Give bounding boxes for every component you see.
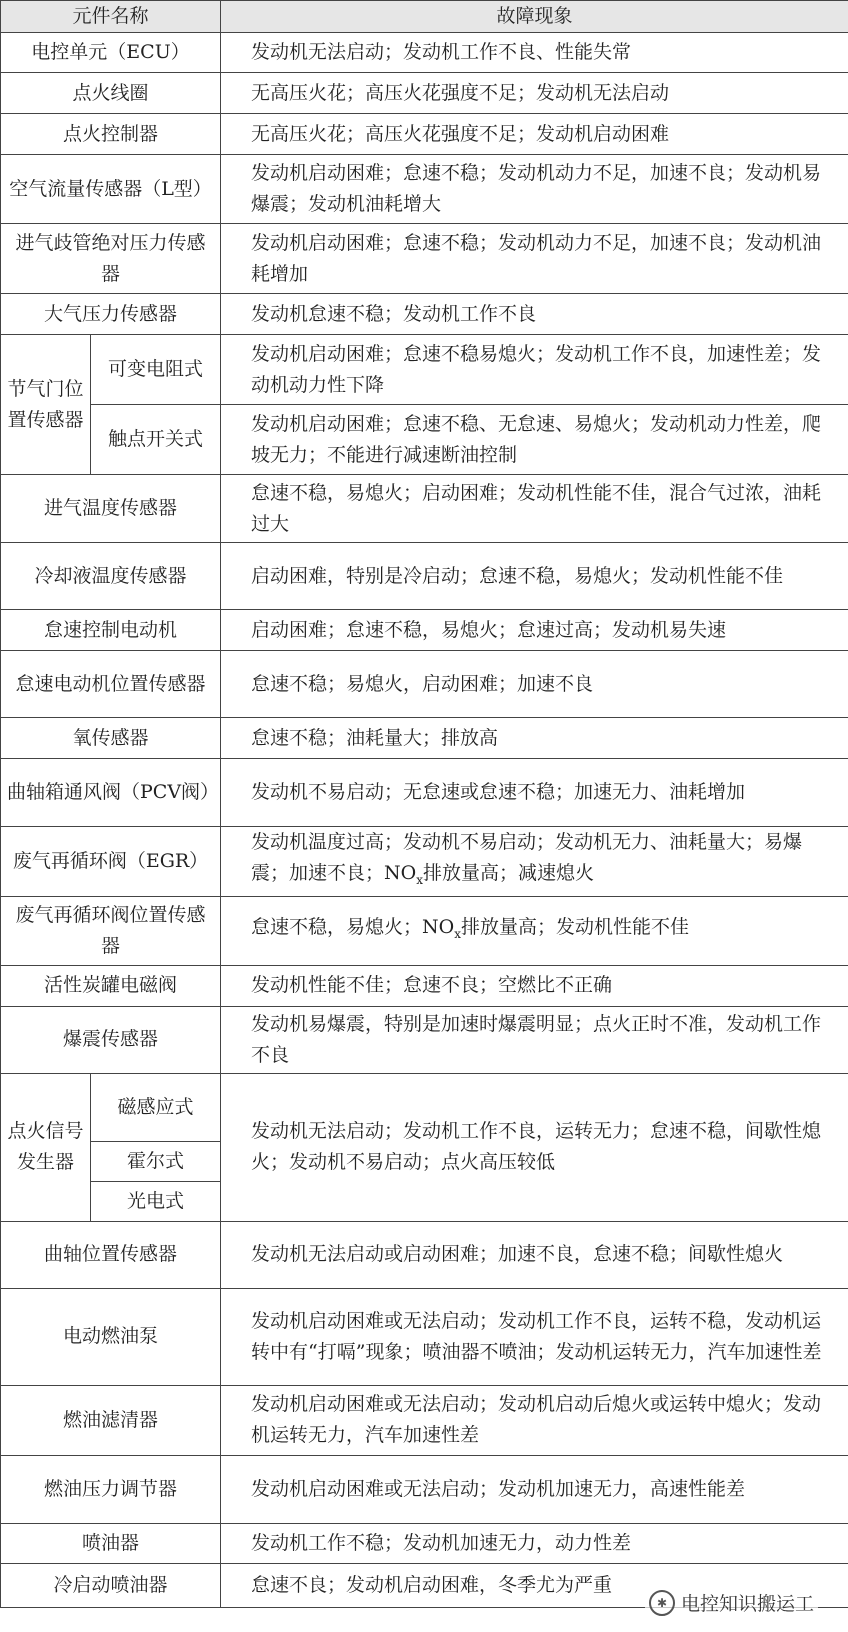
table-row	[1, 33, 848, 73]
table-row	[1, 827, 848, 897]
table-row	[1, 1073, 848, 1141]
fault-symptom	[221, 896, 848, 965]
table-row	[1, 1523, 848, 1563]
table-row	[1, 1288, 848, 1385]
component-name: 废气再循环阀位置传感器	[1, 896, 221, 965]
component-name: 冷却液温度传感器	[1, 543, 221, 610]
table-row	[1, 965, 848, 1006]
ignition-subtype: 霍尔式	[91, 1141, 221, 1181]
component-name: 大气压力传感器	[1, 294, 221, 335]
fault-symptom: 无高压火花；高压火花强度不足；发动机无法启动	[221, 73, 848, 114]
fault-symptom: 发动机启动困难或无法启动；发动机加速无力，高速性能差	[221, 1455, 848, 1523]
component-name: 电控单元（ECU）	[1, 33, 221, 73]
fault-symptom: 启动困难；怠速不稳，易熄火；怠速过高；发动机易失速	[221, 610, 848, 651]
table-row	[1, 1221, 848, 1288]
component-name: 进气歧管绝对压力传感器	[1, 224, 221, 294]
nox-subscript: x	[454, 926, 461, 941]
table-row	[1, 73, 848, 114]
header-symptom: 故障现象	[221, 1, 848, 33]
component-name: 活性炭罐电磁阀	[1, 965, 221, 1006]
throttle-subtype: 可变电阻式	[91, 335, 221, 405]
table-row	[1, 224, 848, 294]
component-name: 废气再循环阀（EGR）	[1, 827, 221, 897]
table-row	[1, 114, 848, 155]
fault-symptom: 发动机性能不佳；怠速不良；空燃比不正确	[221, 965, 848, 1006]
component-name: 冷启动喷油器	[1, 1563, 221, 1607]
component-name: 燃油滤清器	[1, 1385, 221, 1455]
component-name: 燃油压力调节器	[1, 1455, 221, 1523]
ignition-subtype: 磁感应式	[91, 1073, 221, 1141]
table-row	[1, 543, 848, 610]
egr-symptom-b: 排放量高；减速熄火	[423, 862, 595, 884]
table-row	[1, 1385, 848, 1455]
fault-symptom: 无高压火花；高压火花强度不足；发动机启动困难	[221, 114, 848, 155]
wechat-icon: ✱	[649, 1590, 675, 1616]
component-name: 怠速控制电动机	[1, 610, 221, 651]
fault-symptom: 发动机不易启动；无怠速或怠速不稳；加速无力、油耗增加	[221, 759, 848, 827]
egr-pos-symptom-a: 怠速不稳，易熄火；NO	[251, 915, 455, 938]
component-name: 曲轴箱通风阀（PCV阀）	[1, 759, 221, 827]
ignition-subtype: 光电式	[91, 1181, 221, 1221]
header-component: 元件名称	[1, 1, 221, 33]
fault-symptom: 发动机启动困难；怠速不稳；发动机动力不足，加速不良；发动机易爆震；发动机油耗增大	[221, 155, 848, 224]
fault-symptom: 发动机启动困难；怠速不稳；发动机动力不足，加速不良；发动机油耗增加	[221, 224, 848, 294]
fault-symptom: 发动机怠速不稳；发动机工作不良	[221, 294, 848, 335]
fault-symptom: 发动机无法启动；发动机工作不良、性能失常	[221, 33, 848, 73]
table-row	[1, 405, 848, 475]
table-row	[1, 759, 848, 827]
component-name: 喷油器	[1, 1523, 221, 1563]
fault-symptom: 发动机无法启动或启动困难；加速不良，怠速不稳；间歇性熄火	[221, 1221, 848, 1288]
component-name: 爆震传感器	[1, 1006, 221, 1073]
fault-symptom: 发动机启动困难或无法启动；发动机工作不良，运转不稳，发动机运转中有“打嗝”现象；喷油器不喷油；发动机运转无力，汽车加速性差	[221, 1288, 848, 1385]
component-name: 进气温度传感器	[1, 475, 221, 543]
table-row	[1, 475, 848, 543]
component-name: 空气流量传感器（L型）	[1, 155, 221, 224]
component-name: 曲轴位置传感器	[1, 1221, 221, 1288]
throttle-subtype: 触点开关式	[91, 405, 221, 475]
fault-symptom: 怠速不稳；易熄火，启动困难；加速不良	[221, 651, 848, 718]
component-name: 点火线圈	[1, 73, 221, 114]
table-row	[1, 155, 848, 224]
fault-symptom: 发动机启动困难；怠速不稳、无怠速、易熄火；发动机动力性差，爬坡无力；不能进行减速断油控制	[221, 405, 848, 475]
egr-symptom-a: 发动机温度过高；发动机不易启动；发动机无力、油耗量大；易爆震；加速不良；NO	[251, 831, 803, 884]
watermark	[645, 1589, 818, 1616]
component-name: 怠速电动机位置传感器	[1, 651, 221, 718]
table-row	[1, 294, 848, 335]
fault-symptom: 怠速不良；发动机启动困难，冬季尤为严重	[221, 1563, 848, 1607]
watermark-text: 电控知识搬运工	[680, 1593, 814, 1615]
fault-symptom: 发动机工作不稳；发动机加速无力，动力性差	[221, 1523, 848, 1563]
fault-symptom: 怠速不稳，易熄火；启动困难；发动机性能不佳，混合气过浓，油耗过大	[221, 475, 848, 543]
egr-pos-symptom-b: 排放量高；发动机性能不佳	[461, 915, 690, 938]
component-name: 氧传感器	[1, 718, 221, 759]
fault-symptom: 发动机启动困难或无法启动；发动机启动后熄火或运转中熄火；发动机运转无力，汽车加速性差	[221, 1385, 848, 1455]
ignition-signal-group: 点火信号发生器	[1, 1073, 91, 1221]
table-row	[1, 1006, 848, 1073]
nox-subscript: x	[416, 872, 423, 887]
header-row	[1, 1, 848, 33]
component-name: 点火控制器	[1, 114, 221, 155]
fault-symptom: 发动机易爆震，特别是加速时爆震明显；点火正时不准，发动机工作不良	[221, 1006, 848, 1073]
fault-symptom: 怠速不稳；油耗量大；排放高	[221, 718, 848, 759]
fault-symptom: 发动机启动困难；怠速不稳易熄火；发动机工作不良，加速性差；发动机动力性下降	[221, 335, 848, 405]
table-row	[1, 718, 848, 759]
fault-symptom: 启动困难，特别是冷启动；怠速不稳，易熄火；发动机性能不佳	[221, 543, 848, 610]
table-row	[1, 610, 848, 651]
throttle-sensor-group: 节气门位置传感器	[1, 335, 91, 475]
table-row	[1, 651, 848, 718]
component-name: 电动燃油泵	[1, 1288, 221, 1385]
table-row	[1, 335, 848, 405]
fault-symptom	[221, 827, 848, 897]
fault-symptom: 发动机无法启动；发动机工作不良，运转无力；怠速不稳，间歇性熄火；发动机不易启动；点火高压较低	[221, 1073, 848, 1221]
table-row	[1, 896, 848, 965]
table-row	[1, 1455, 848, 1523]
